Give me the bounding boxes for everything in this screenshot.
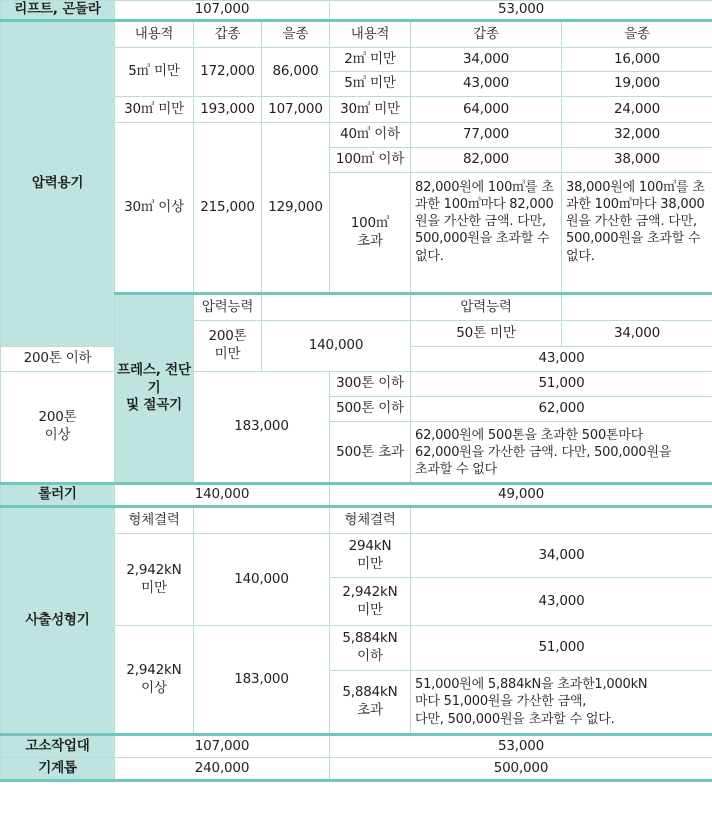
pressure-fee-b: 86,000 xyxy=(262,48,330,97)
injection-force-label: 2,942kN 미만 xyxy=(115,534,194,626)
injection-fee: 140,000 xyxy=(194,534,330,626)
row-aerial-platform xyxy=(1,735,712,758)
pressure-fee-a: 172,000 xyxy=(194,48,262,97)
pressure-over-rule-b: 38,000원에 100㎥를 초과한 100㎥마다 38,000원을 가산한 금액. 다만, 500,000원을 초과할 수 없다. xyxy=(562,173,712,294)
injection-periodic-fee: 34,000 xyxy=(411,534,712,578)
press-fee: 140,000 xyxy=(262,321,411,372)
press-periodic-capacity: 300톤 이하 xyxy=(330,372,411,397)
press-periodic-fee: 34,000 xyxy=(562,321,712,347)
col-grade-a: 갑종 xyxy=(194,21,262,48)
roller-fee-b: 49,000 xyxy=(330,484,712,507)
pressure-fee-b: 129,000 xyxy=(262,123,330,294)
pressure-volume-label: 30㎥ 미만 xyxy=(115,97,194,123)
injection-force-label: 2,942kN 이상 xyxy=(115,626,194,735)
pressure-periodic-fee-a: 34,000 xyxy=(411,48,562,72)
press-fee: 183,000 xyxy=(194,372,330,484)
pressure-periodic-fee-a: 64,000 xyxy=(411,97,562,123)
pressure-periodic-fee-b: 24,000 xyxy=(562,97,712,123)
press-row xyxy=(1,372,712,397)
press-periodic-fee: 62,000 xyxy=(411,397,712,422)
row-lift xyxy=(1,1,712,21)
press-periodic-capacity-over: 500톤 초과 xyxy=(330,422,411,484)
pressure-periodic-fee-b: 38,000 xyxy=(562,148,712,173)
roller-fee-a: 140,000 xyxy=(115,484,330,507)
injection-fee: 183,000 xyxy=(194,626,330,735)
chainsaw-fee-a: 240,000 xyxy=(115,758,330,781)
press-periodic-fee: 51,000 xyxy=(411,372,712,397)
injection-periodic-force-over: 5,884kN 초과 xyxy=(330,671,411,735)
category-chainsaw: 기계톱 xyxy=(1,758,115,781)
pressure-header-row xyxy=(1,21,712,48)
pressure-periodic-volume: 5㎥ 미만 xyxy=(330,72,411,97)
press-periodic-capacity: 500톤 이하 xyxy=(330,397,411,422)
pressure-periodic-fee-a: 43,000 xyxy=(411,72,562,97)
lift-fee-a: 107,000 xyxy=(115,1,330,21)
blank-cell xyxy=(562,294,712,321)
pressure-periodic-volume: 40㎥ 이하 xyxy=(330,123,411,148)
injection-periodic-force: 2,942kN 미만 xyxy=(330,578,411,626)
row-roller xyxy=(1,484,712,507)
aerial-fee-a: 107,000 xyxy=(115,735,330,758)
pressure-periodic-fee-b: 16,000 xyxy=(562,48,712,72)
press-over-rule: 62,000원에 500톤을 초과한 500톤마다 62,000원을 가산한 금액. 다만, 500,000원을 초과할 수 없다 xyxy=(411,422,712,484)
category-roller: 롤러기 xyxy=(1,484,115,507)
col-clamping-force: 형체결력 xyxy=(115,507,194,534)
aerial-fee-b: 53,000 xyxy=(330,735,712,758)
pressure-periodic-volume: 100㎥ 이하 xyxy=(330,148,411,173)
pressure-fee-b: 107,000 xyxy=(262,97,330,123)
pressure-periodic-volume: 2㎥ 미만 xyxy=(330,48,411,72)
pressure-volume-label: 5㎥ 미만 xyxy=(115,48,194,97)
col-volume-periodic: 내용적 xyxy=(330,21,411,48)
injection-periodic-force: 294kN 미만 xyxy=(330,534,411,578)
press-capacity-label: 200톤 미만 xyxy=(194,321,262,372)
blank-cell xyxy=(262,294,411,321)
category-press: 프레스, 전단기 및 절곡기 xyxy=(115,294,194,484)
pressure-periodic-volume-over: 100㎥ 초과 xyxy=(330,173,411,294)
category-lift: 리프트, 곤돌라 xyxy=(1,1,115,21)
pressure-periodic-fee-a: 82,000 xyxy=(411,148,562,173)
blank-cell xyxy=(194,507,330,534)
press-capacity-label: 200톤 이상 xyxy=(1,372,115,484)
category-pressure-vessel: 압력용기 xyxy=(1,21,115,347)
col-capacity: 압력능력 xyxy=(194,294,262,321)
injection-periodic-fee: 43,000 xyxy=(411,578,712,626)
category-aerial-platform: 고소작업대 xyxy=(1,735,115,758)
pressure-periodic-fee-a: 77,000 xyxy=(411,123,562,148)
pressure-over-rule-a: 82,000원에 100㎥를 초과한 100㎥마다 82,000원을 가산한 금액. 다만, 500,000원을 초과할 수 없다. xyxy=(411,173,562,294)
press-periodic-capacity: 50톤 미만 xyxy=(411,321,562,347)
col-grade-b: 을종 xyxy=(262,21,330,48)
blank-cell xyxy=(411,507,712,534)
injection-periodic-force: 5,884kN 이하 xyxy=(330,626,411,671)
pressure-periodic-volume: 30㎥ 미만 xyxy=(330,97,411,123)
chainsaw-fee-b: 500,000 xyxy=(330,758,712,781)
injection-over-rule: 51,000원에 5,884kN을 초과한1,000kN 마다 51,000원을 가산한 금액, 다만, 500,000원을 초과할 수 없다. xyxy=(411,671,712,735)
pressure-periodic-fee-b: 32,000 xyxy=(562,123,712,148)
injection-header-row xyxy=(1,507,712,534)
pressure-fee-a: 193,000 xyxy=(194,97,262,123)
col-capacity-periodic: 압력능력 xyxy=(411,294,562,321)
press-periodic-fee: 43,000 xyxy=(411,347,712,372)
pressure-volume-label: 30㎥ 이상 xyxy=(115,123,194,294)
category-injection-molding: 사출성형기 xyxy=(1,507,115,735)
pressure-periodic-fee-b: 19,000 xyxy=(562,72,712,97)
injection-periodic-fee: 51,000 xyxy=(411,626,712,671)
col-clamping-force-periodic: 형체결력 xyxy=(330,507,411,534)
press-periodic-capacity: 200톤 이하 xyxy=(1,347,115,372)
pressure-fee-a: 215,000 xyxy=(194,123,262,294)
row-chainsaw xyxy=(1,758,712,781)
col-grade-b-periodic: 을종 xyxy=(562,21,712,48)
lift-fee-b: 53,000 xyxy=(330,1,712,21)
col-volume: 내용적 xyxy=(115,21,194,48)
col-grade-a-periodic: 갑종 xyxy=(411,21,562,48)
